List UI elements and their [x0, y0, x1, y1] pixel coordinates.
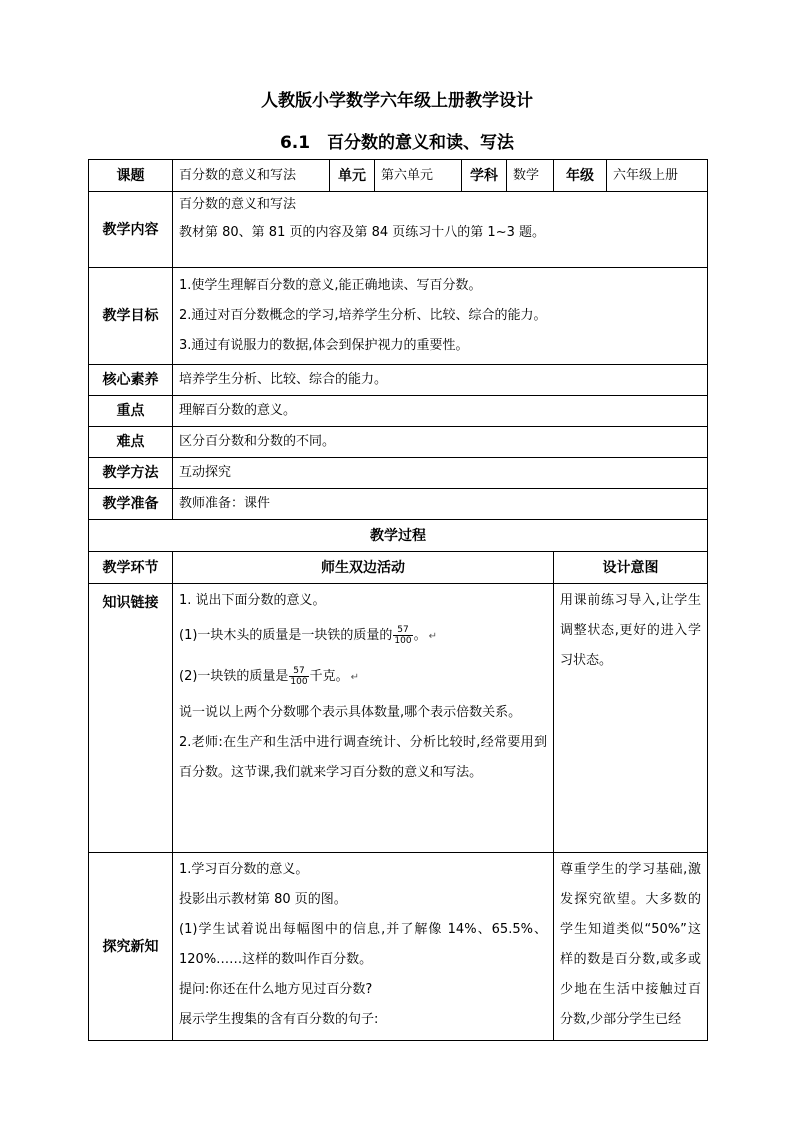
- lesson-value: 百分数的意义和写法: [173, 160, 330, 192]
- paragraph-mark-icon: ↵: [428, 631, 438, 642]
- explore-line: 展示学生搜集的含有百分数的句子:: [179, 1012, 379, 1027]
- literacy-value: 培养学生分析、比较、综合的能力。: [173, 365, 708, 396]
- goal-line: 3.通过有说服力的数据,体会到保护视力的重要性。: [179, 338, 469, 353]
- subject-label: 学科: [462, 160, 507, 192]
- link-row: [89, 584, 708, 853]
- grade-value: 六年级上册: [607, 160, 708, 192]
- content-line: 教材第 80、第 81 页的内容及第 84 页练习十八的第 1~3 题。: [179, 225, 545, 240]
- document-title: 人教版小学数学六年级上册教学设计: [261, 91, 533, 111]
- link-line: 1. 说出下面分数的意义。: [179, 593, 326, 608]
- difficulty-label: 难点: [89, 427, 173, 458]
- link-text: (2)一块铁的质量是: [179, 669, 289, 684]
- explore-intent: 尊重学生的学习基础,激发探究欲望。大多数的学生知道类似“50%”这样的数是百分数,或多或少地在生活中接触过百分数,少部分学生已经: [554, 853, 708, 1041]
- link-label: 知识链接: [89, 584, 173, 853]
- fraction: [289, 666, 308, 687]
- goals-row: [89, 268, 708, 365]
- key-point-row: [89, 396, 708, 427]
- link-line: 2.老师:在生产和生活中进行调查统计、分析比较时,经常要用到百分数。这节课,我们就来学习百分数的意义和写法。: [179, 735, 547, 780]
- prep-value: 教师准备：课件: [173, 489, 708, 520]
- info-row: [89, 160, 708, 192]
- method-label: 教学方法: [89, 458, 173, 489]
- key-point-label: 重点: [89, 396, 173, 427]
- fraction-denominator: 100: [290, 677, 308, 687]
- unit-value: 第六单元: [375, 160, 462, 192]
- explore-label: 探究新知: [89, 853, 173, 1041]
- difficulty-row: [89, 427, 708, 458]
- prep-row: [89, 489, 708, 520]
- method-row: [89, 458, 708, 489]
- content-row: [89, 192, 708, 268]
- content-cell: [173, 192, 708, 268]
- content-line: 百分数的意义和写法: [179, 197, 297, 212]
- paragraph-mark-icon: ↵: [350, 672, 360, 683]
- fraction: [393, 625, 412, 646]
- explore-line: 提问:你还在什么地方见过百分数?: [179, 982, 373, 997]
- explore-row: [89, 853, 708, 1041]
- link-line-fraction-1: [179, 616, 547, 657]
- lesson-subtitle: 6.1 百分数的意义和读、写法: [279, 133, 515, 153]
- explore-line: 投影出示教材第 80 页的图。: [179, 892, 347, 907]
- link-text: (1)一块木头的质量是一块铁的质量的: [179, 628, 393, 643]
- literacy-label: 核心素养: [89, 365, 173, 396]
- fraction-numerator: 57: [393, 625, 412, 636]
- unit-label: 单元: [330, 160, 375, 192]
- key-point-value: 理解百分数的意义。: [173, 396, 708, 427]
- prep-label: 教学准备: [89, 489, 173, 520]
- process-title-row: [89, 520, 708, 552]
- explore-line: 1.学习百分数的意义。: [179, 862, 309, 877]
- process-header-row: [89, 552, 708, 584]
- explore-activity-cell: [173, 853, 554, 1041]
- activity-header: 师生双边活动: [173, 552, 554, 584]
- link-line: 说一说以上两个分数哪个表示具体数量,哪个表示倍数关系。: [179, 705, 522, 720]
- goals-cell: [173, 268, 708, 365]
- fraction-numerator: 57: [289, 666, 308, 677]
- content-label: 教学内容: [89, 192, 173, 268]
- explore-line: (1)学生试着说出每幅图中的信息,并了解像 14%、65.5%、120%……这样的数叫作百分数。: [179, 922, 547, 967]
- lesson-label: 课题: [89, 160, 173, 192]
- link-line-fraction-2: [179, 657, 547, 698]
- intent-header: 设计意图: [554, 552, 708, 584]
- goal-line: 2.通过对百分数概念的学习,培养学生分析、比较、综合的能力。: [179, 308, 547, 323]
- link-text: 。: [413, 628, 427, 643]
- process-title: 教学过程: [89, 520, 708, 552]
- literacy-row: [89, 365, 708, 396]
- subject-value: 数学: [507, 160, 554, 192]
- goal-line: 1.使学生理解百分数的意义,能正确地读、写百分数。: [179, 278, 482, 293]
- goals-label: 教学目标: [89, 268, 173, 365]
- link-activity-cell: [173, 584, 554, 853]
- grade-label: 年级: [554, 160, 607, 192]
- difficulty-value: 区分百分数和分数的不同。: [173, 427, 708, 458]
- method-value: 互动探究: [173, 458, 708, 489]
- stage-header: 教学环节: [89, 552, 173, 584]
- link-intent: 用课前练习导入,让学生调整状态,更好的进入学习状态。: [554, 584, 708, 853]
- lesson-plan-table: [88, 159, 708, 1041]
- link-text: 千克。: [309, 669, 349, 684]
- fraction-denominator: 100: [394, 636, 412, 646]
